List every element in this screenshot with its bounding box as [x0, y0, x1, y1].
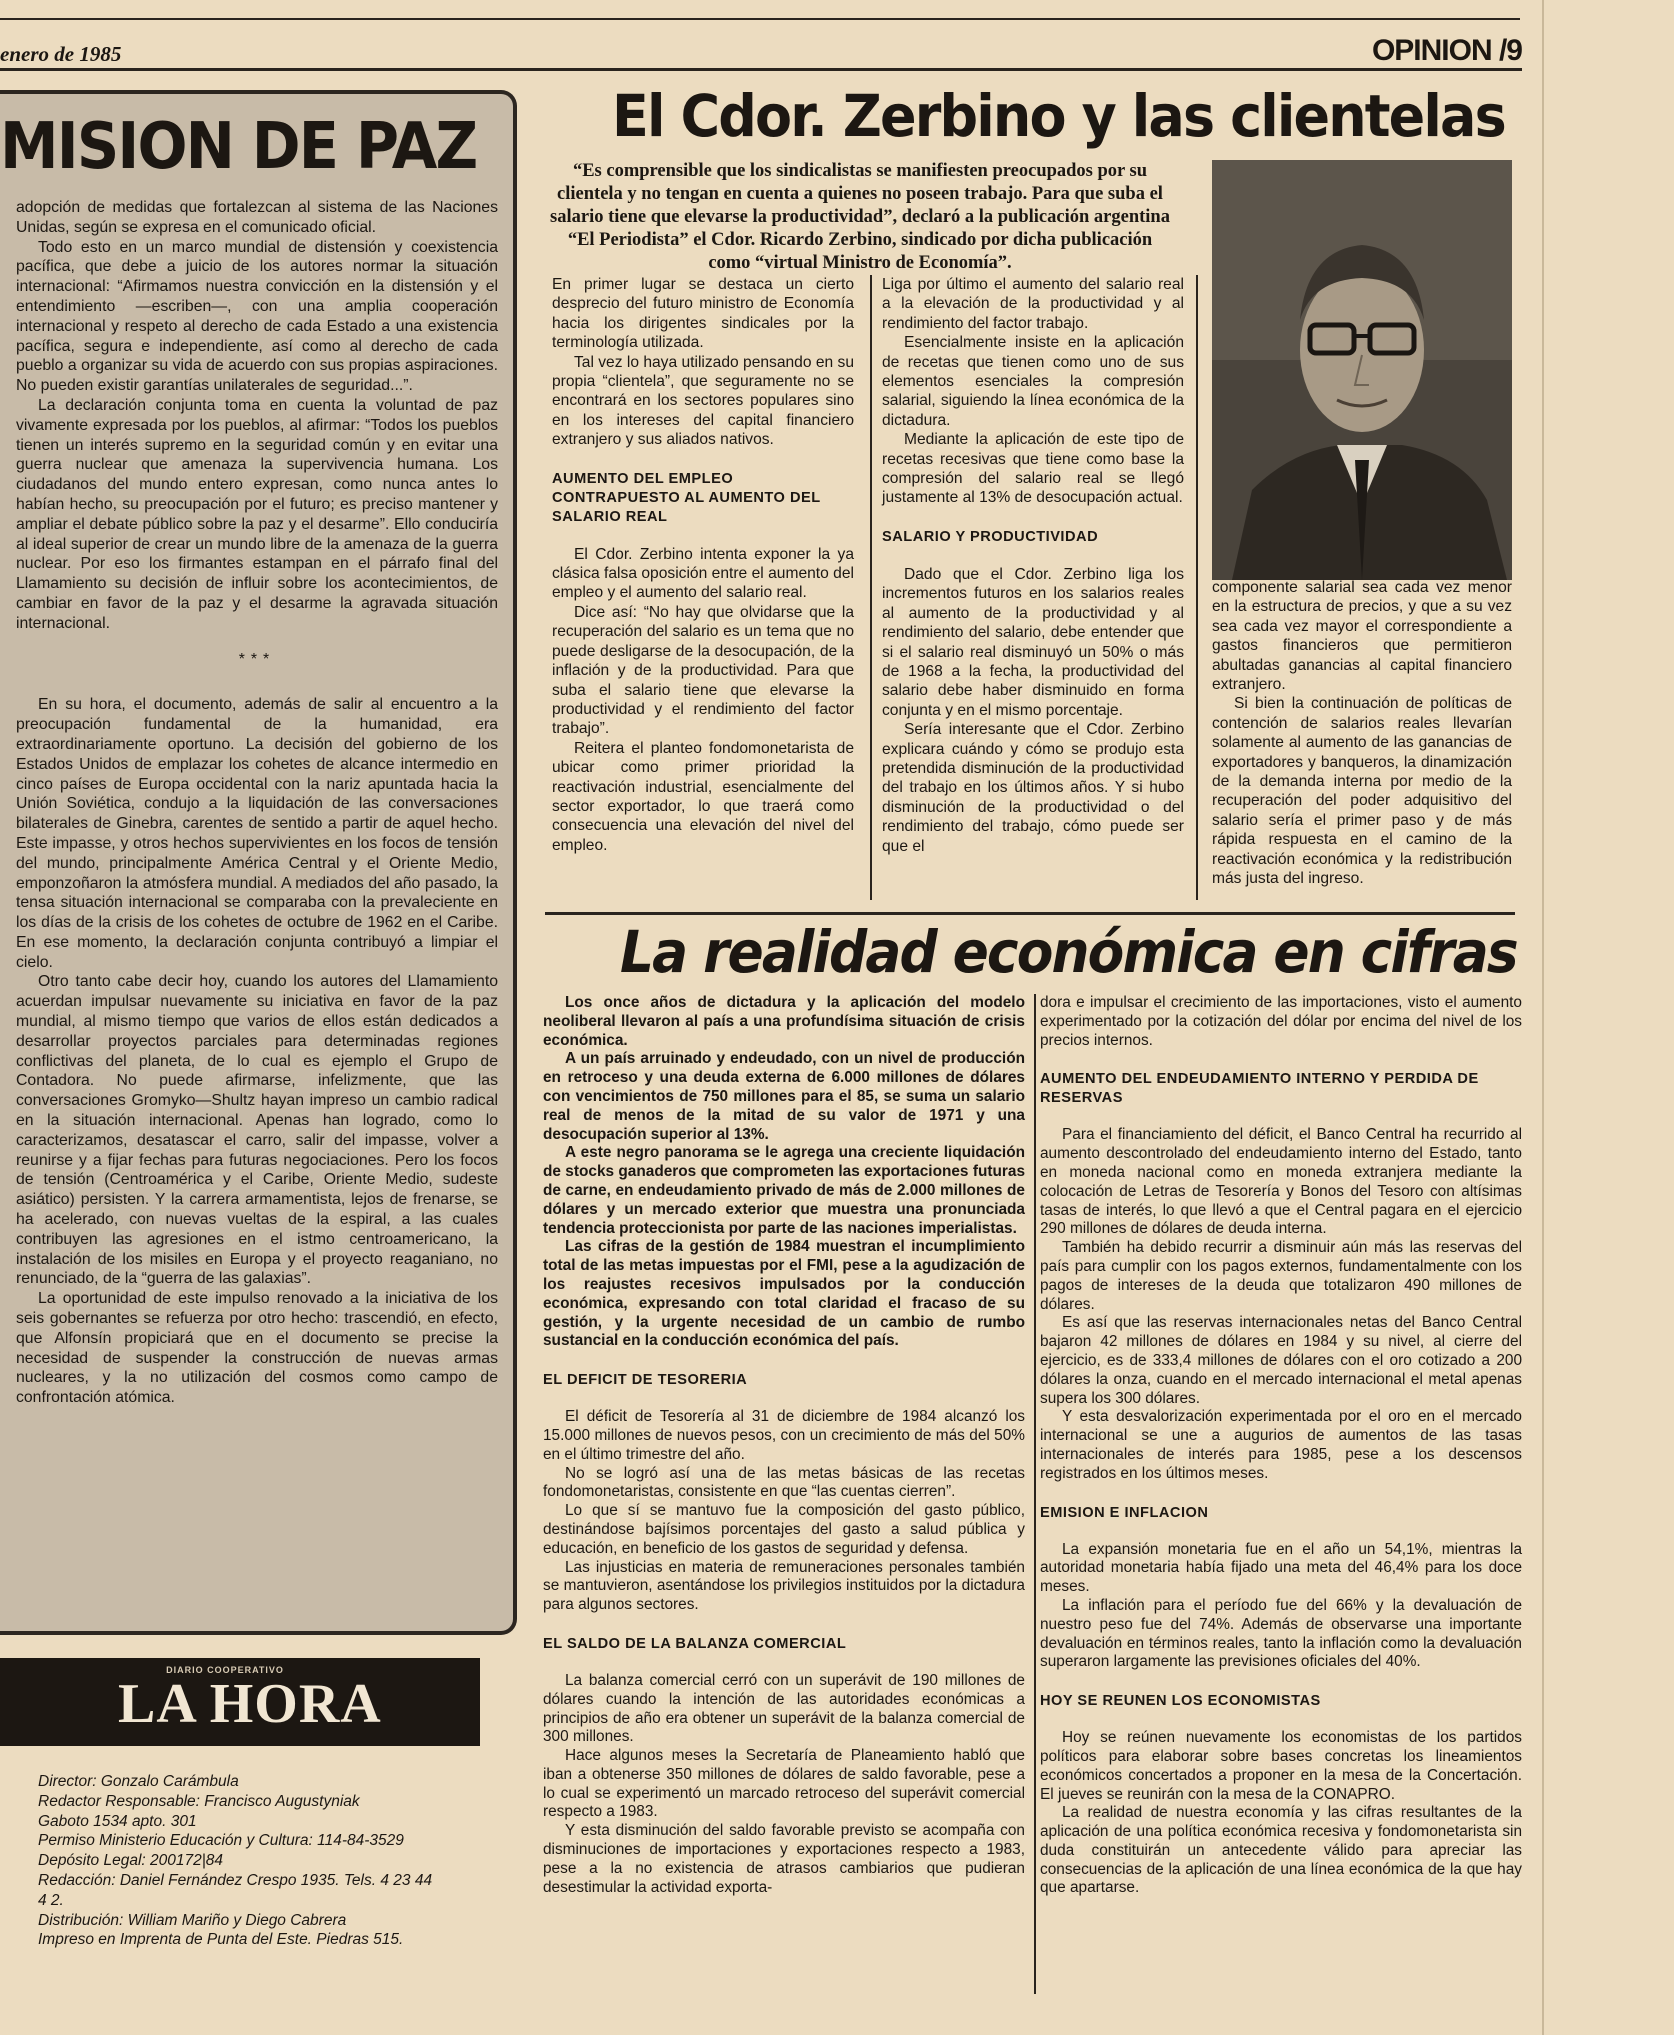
paragraph: El déficit de Tesorería al 31 de diciembre de 1984 alcanzó los 15.000 millones de nuevos pesos, con un crecimiento de más del 50% en el último trimestre del año. [543, 1408, 1025, 1463]
paragraph: Tal vez lo haya utilizado pensando en su propia “clientela”, que seguramente no se encontrará en los sectores populares sino en los intereses del capital financiero extranjero y sus aliados nativos. [552, 353, 855, 449]
cifras-column-2 [1040, 994, 1522, 1898]
section-page-label: OPINION /9 [1371, 34, 1522, 67]
paragraph: Para el financiamiento del déficit, el Banco Central ha recurrido al aumento descontrolado del endeudamiento interno del Estado, tanto en moneda nacional como en moneda extranjera mediante la colocación de Letras de Tesorería y Bonos del Tesoro con altísimas tasas de interés, lo que llevó a que el Central pagara en el ejercicio 290 millones de dólares de deuda interna. [1040, 1126, 1522, 1238]
masthead-tagline: DIARIO COOPERATIVO [166, 1665, 284, 1675]
paragraph: Dice así: “No hay que olvidarse que la recuperación del salario es un tema que no puede desligarse de la desocupación, de la inflación y de la productividad. Para que suba el salario tiene que elevarse la productividad y el rendimiento del factor trabajo”. [552, 603, 854, 738]
masthead-credits [38, 1772, 508, 1950]
credit-line: Depósito Legal: 200172|84 [38, 1852, 224, 1870]
paragraph: La oportunidad de este impulso renovado a la iniciativa de los seis gobernantes se refuerza por otro hecho: trascendió, en efecto, que Alfonsín propiciará que en el documento se precise la necesidad de suspender la construcción de nuevas armas nucleares, y la no utilización del cosmos como campo de confrontación atómica. [16, 1290, 498, 1407]
credit-line: Redacción: Daniel Fernández Crespo 1935. Tels. 4 23 44 [38, 1871, 433, 1889]
page-edge [1542, 0, 1544, 2035]
zerbino-column-1 [552, 275, 854, 855]
zerbino-column-2 [882, 275, 1184, 856]
paragraph: adopción de medidas que fortalezcan al sistema de las Naciones Unidas, según se expresa en el comunicado oficial. [16, 199, 498, 236]
paragraph: Hace algunos meses la Secretaría de Planeamiento habló que iban a obtenerse 350 millones de dólares de saldo favorable, pese a lo cual se experimentó un marcado retroceso del superávit comercial respecto a 1983. [543, 1747, 1025, 1821]
left-article-title: MISION DE PAZ [0, 110, 477, 184]
paragraph: Todo esto en un marco mundial de distensión y coexistencia pacífica, que debe a juicio de los autores normar la situación internacional: “Afirmamos nuestra convicción en la distensión y el entendimiento —escriben—, con una amplia cooperación internacional y respeto al derecho de cada Estado a una existencia pacífica, segura e independiente, así como al derecho de cada pueblo a organizar su vida de acuerdo con sus propias aspiraciones. No pueden existir garantías unilaterales de seguridad...”. [16, 238, 498, 395]
credit-line: Distribución: William Mariño y Diego Cabrera [38, 1911, 347, 1929]
cifras-column-1 [543, 994, 1025, 1897]
paragraph: Dado que el Cdor. Zerbino liga los incrementos futuros en los salarios reales al aumento de la productividad y al rendimiento del salario, debe entender que si el salario real disminuyó un 50% o más de 1968 a la fecha, la productividad del salario debe haber disminuido en forma conjunta y en el mismo porcentaje. [882, 565, 1184, 719]
paragraph: El Cdor. Zerbino intenta exponer la ya clásica falsa oposición entre el aumento del empleo y el aumento del salario real. [552, 545, 854, 602]
subheading: SALARIO Y PRODUCTIVIDAD [882, 528, 1099, 545]
paragraph: Liga por último el aumento del salario real a la elevación de la productividad y al rendimiento del factor trabajo. [882, 276, 1184, 332]
lead-paragraph: Las cifras de la gestión de 1984 muestran el incumplimiento total de las metas impuestas por el FMI, pese a la agudización de los reajustes recesivos impulsados por la conducción económica, expresando con total claridad el fracaso de su gestión, y la urgente necesidad de un cambio de rumbo sustancial en la conducción económica del país. [543, 1238, 1025, 1350]
zerbino-headline: El Cdor. Zerbino y las clientelas [612, 82, 1505, 150]
portrait-drawing [1212, 160, 1512, 580]
paragraph: No se logró así una de las metas básicas de las recetas fondomonetaristas, consistente en que “las cuentas cierren”. [543, 1464, 1025, 1501]
paragraph: Y esta disminución del saldo favorable previsto se acompaña con disminuciones de importaciones y exportaciones respecto a 1983, pese a la no existencia de atrasos cambiarios que pudieran desestimular la actividad exporta- [543, 1822, 1025, 1896]
paragraph: Reitera el planteo fondomonetarista de ubicar como primer prioridad la reactivación industrial, esencialmente del sector exportador, lo que traerá como consecuencia una elevación del nivel del empleo. [552, 739, 854, 854]
left-article-body [16, 198, 498, 1408]
issue-date: enero de 1985 [0, 42, 122, 66]
credit-line: Impreso en Imprenta de Punta del Este. Piedras 515. [38, 1931, 404, 1949]
lead-paragraph: A este negro panorama se le agrega una creciente liquidación de stocks ganaderos que comprometen las exportaciones futuras de carne, en endeudamiento privado de más de 2.000 millones de dólares y un mercado exterior que muestra una pronunciada tendencia proteccionista por parte de las naciones imperialistas. [543, 1144, 1025, 1237]
credit-line: Permiso Ministerio Educación y Cultura: 114-84-3529 [38, 1832, 404, 1850]
header-rule [0, 68, 1522, 71]
subheading: HOY SE REUNEN LOS ECONOMISTAS [1040, 1693, 1321, 1710]
paragraph: Esencialmente insiste en la aplicación de recetas que tienen como uno de sus elementos esenciales la compresión salarial, siguiendo la línea económica de la dictadura. [882, 334, 1184, 429]
credit-line: Director: Gonzalo Carámbula [38, 1773, 239, 1790]
zerbino-deck: “Es comprensible que los sindicalistas se manifiesten preocupados por su clientela y no tengan en cuenta a quienes no poseen trabajo. Para que suba el salario tiene que elevarse la productividad”, declaró a la publicación argentina “El Periodista” el Cdor. Ricardo Zerbino, sindicado por dicha publicación como “virtual Ministro de Economía”. [550, 161, 1170, 273]
subheading: EMISION E INFLACION [1040, 1504, 1209, 1521]
paragraph: Otro tanto cabe decir hoy, cuando los autores del Llamamiento acuerdan impulsar nuevamente su iniciativa en favor de la paz mundial, al mismo tiempo que varios de ellos están dedicados a desarrollar proyectos parciales para determinadas regiones conflictivas del planeta, de lo cual es ejemplo el Grupo de Contadora. No puede afirmarse, infelizmente, que las conversaciones Gromyko—Shultz hayan impreso un cambio radical en la situación internacional. Apenas han logrado, como lo caracterizamos, desatascar el carro, salir del impasse, volver a reunirse y a fijar fechas para futuras negociaciones. Pero los focos de tensión (Centroamérica y el Caribe, Oriente Medio, sudeste asiático) persisten. Y la carrera armamentista, lejos de frenarse, se ha acelerado, con nuevas vueltas de la espiral, a las cuales contribuyen las agresiones en el istmo centroamericano, la instalación de los misiles en Europa y el proyecto reaganiano, no renunciado, de la “guerra de las galaxias”. [16, 973, 498, 1288]
paragraph: La balanza comercial cerró con un superávit de 190 millones de dólares cuando la intención de las autoridades económicas a principios de año era obtener un superávit de la balanza comercial de 300 millones. [543, 1671, 1025, 1746]
paragraph: Mediante la aplicación de este tipo de recetas recesivas que tiene como base la compresión del salario real se llegó justamente al 13% de desocupación actual. [882, 431, 1184, 507]
paragraph: La expansión monetaria fue en el año un 54,1%, mientras la autoridad monetaria había fijado una meta del 46,4% para los doce meses. [1040, 1540, 1522, 1596]
paragraph: Sería interesante que el Cdor. Zerbino explicara cuándo y cómo se produjo esta pretendida disminución de la productividad del trabajo en los últimos años. Y si hubo disminución de la productividad o del rendimiento del trabajo, cómo puede ser que el [882, 721, 1184, 855]
article-divider [545, 912, 1515, 915]
masthead-name: LA HORA [118, 1673, 382, 1735]
top-rule [0, 18, 1520, 20]
paragraph: La realidad de nuestra economía y las cifras resultantes de la aplicación de una política económica recesiva y fondomonetarista sin duda constituirán un antecedente válido para apreciar las consecuencias de la aplicación de una línea económica de la que hay que apartarse. [1040, 1804, 1522, 1897]
subheading: AUMENTO DEL EMPLEO CONTRAPUESTO AL AUMENTO DEL SALARIO REAL [552, 470, 821, 525]
lead-paragraph: A un país arruinado y endeudado, con un nivel de producción en retroceso y una deuda externa de 6.000 millones de dólares con vencimientos de 750 millones para el 85, se suma un salario real de menos de la mitad de su valor de 1971 y una desocupación superior al 13%. [543, 1050, 1025, 1143]
paragraph: También ha debido recurrir a disminuir aún más las reservas del país para cumplir con los pagos externos, fundamentalmente con los pagos de intereses de la deuda que totalizaron 490 millones de dólares. [1040, 1239, 1522, 1313]
credit-line: 4 2. [38, 1891, 64, 1909]
section-break-stars: *** [238, 650, 276, 668]
credit-line: Redactor Responsable: Francisco Augustyniak [38, 1792, 360, 1810]
paragraph: En su hora, el documento, además de salir al encuentro a la preocupación fundamental de la humanidad, era extraordinariamente oportuno. La decisión del gobierno de los Estados Unidos de emplazar los cohetes de alcance intermedio en cinco países de Europa occidental con la nariz apuntada hacia la Unión Soviética, condujo a la liquidación de las conversaciones bilaterales de Ginebra, carentes de sentido a partir de aquel hecho. Este impasse, y otros hechos supervivientes en los focos de tensión del mundo, principalmente América Central y el Oriente Medio, emponzoñaron la atmósfera mundial. A mediados del año pasado, la tensa situación internacional se comparaba con la prevaleciente en los días de la crisis de los cohetes de octubre de 1962 en el Caribe. En ese momento, la declaración conjunta contribuyó a limpiar el cielo. [16, 696, 498, 971]
paragraph: La declaración conjunta toma en cuenta la voluntad de paz vivamente expresada por los pueblos, al afirmar: “Todos los pueblos tienen un interés supremo en la seguridad común y en evitar una guerra nuclear que amenaza la supervivencia humana. Los ciudadanos del mundo entero expresan, como nunca antes lo habían hecho, su preocupación por el futuro; es preciso mantener y ampliar el debate público sobre la paz y el desarme”. Ello conduciría al ideal superior de crear un mundo libre de la amenaza de la guerra nuclear. Por eso los firmantes estampan en el párrafo final del Llamamiento su decisión de influir sobre los acontecimientos, de cambiar en favor de la paz y el desarme la agravada situación internacional. [16, 396, 498, 632]
zerbino-column-3 [1212, 578, 1512, 889]
paragraph: Hoy se reúnen nuevamente los economistas de los partidos políticos para elaborar sobre bases concretas los lineamientos económicos concertados a proponer en la mesa de la Concertación. El jueves se reunirán con la mesa de la CONAPRO. [1040, 1729, 1522, 1803]
subheading: EL SALDO DE LA BALANZA COMERCIAL [543, 1635, 847, 1652]
column-divider [1034, 994, 1036, 1994]
cifras-headline: La realidad económica en cifras [620, 918, 1517, 986]
credit-line: Gaboto 1534 apto. 301 [38, 1812, 197, 1830]
paragraph: Las injusticias en materia de remuneraciones personales también se mantuvieron, asentándose los privilegios instituidos por la dictadura para algunos sectores. [543, 1558, 1025, 1614]
paragraph: Lo que sí se mantuvo fue la composición del gasto público, destinándose bajísimos porcentajes del gasto a salud pública y educación, en beneficio de los gastos de seguridad y defensa. [543, 1502, 1025, 1557]
column-divider [870, 275, 872, 900]
column-divider [1196, 275, 1198, 900]
paragraph: En primer lugar se destaca un cierto desprecio del futuro ministro de Economía hacia los dirigentes sindicales por la terminología utilizada. [552, 276, 854, 352]
lead-paragraph: Los once años de dictadura y la aplicación del modelo neoliberal llevaron al país a una profundísima situación de crisis económica. [543, 994, 1025, 1049]
paragraph: componente salarial sea cada vez menor en la estructura de precios, y que a su vez sea cada vez mayor el correspondiente a gastos financieros que permitieron abultadas ganancias al capital financiero extranjero. [1212, 579, 1512, 694]
paragraph: Si bien la continuación de políticas de contención de salarios reales llevarían solamente al aumento de las ganancias de exportadores y banqueros, la dinamización de la demanda interna por medio de la recuperación del poder adquisitivo del salario sería el primer paso y de más rápida respuesta en el camino de la reactivación económica y la redistribución más justa del ingreso. [1212, 695, 1512, 888]
subheading: EL DEFICIT DE TESORERIA [543, 1372, 748, 1389]
paragraph: Y esta desvalorización experimentada por el oro en el mercado internacional se une a augurios de aumentos de las tasas internacionales de interés para 1985, pese a los descensos registrados en los últimos meses. [1040, 1408, 1522, 1482]
subheading: AUMENTO DEL ENDEUDAMIENTO INTERNO Y PERDIDA DE RESERVAS [1040, 1071, 1479, 1107]
paragraph: dora e impulsar el crecimiento de las importaciones, visto el aumento experimentado por la cotización del dólar por encima del nivel de los precios internos. [1040, 994, 1522, 1049]
paragraph: Es así que las reservas internacionales netas del Banco Central bajaron 42 millones de dólares en 1984 y su nivel, al cierre del ejercicio, es de 333,4 millones de dólares con el oro cotizado a 200 dólares la onza, cuando en el mercado internacional el metal apenas supera los 300 dólares. [1040, 1314, 1522, 1407]
zerbino-portrait-photo [1212, 160, 1512, 580]
paragraph: La inflación para el período fue del 66% y la devaluación de nuestro peso fue del 74%. Además de observarse una importante devaluación en términos reales, tanto la inflación como la devaluación superaron largamente las previsiones oficiales del 40%. [1040, 1596, 1522, 1671]
